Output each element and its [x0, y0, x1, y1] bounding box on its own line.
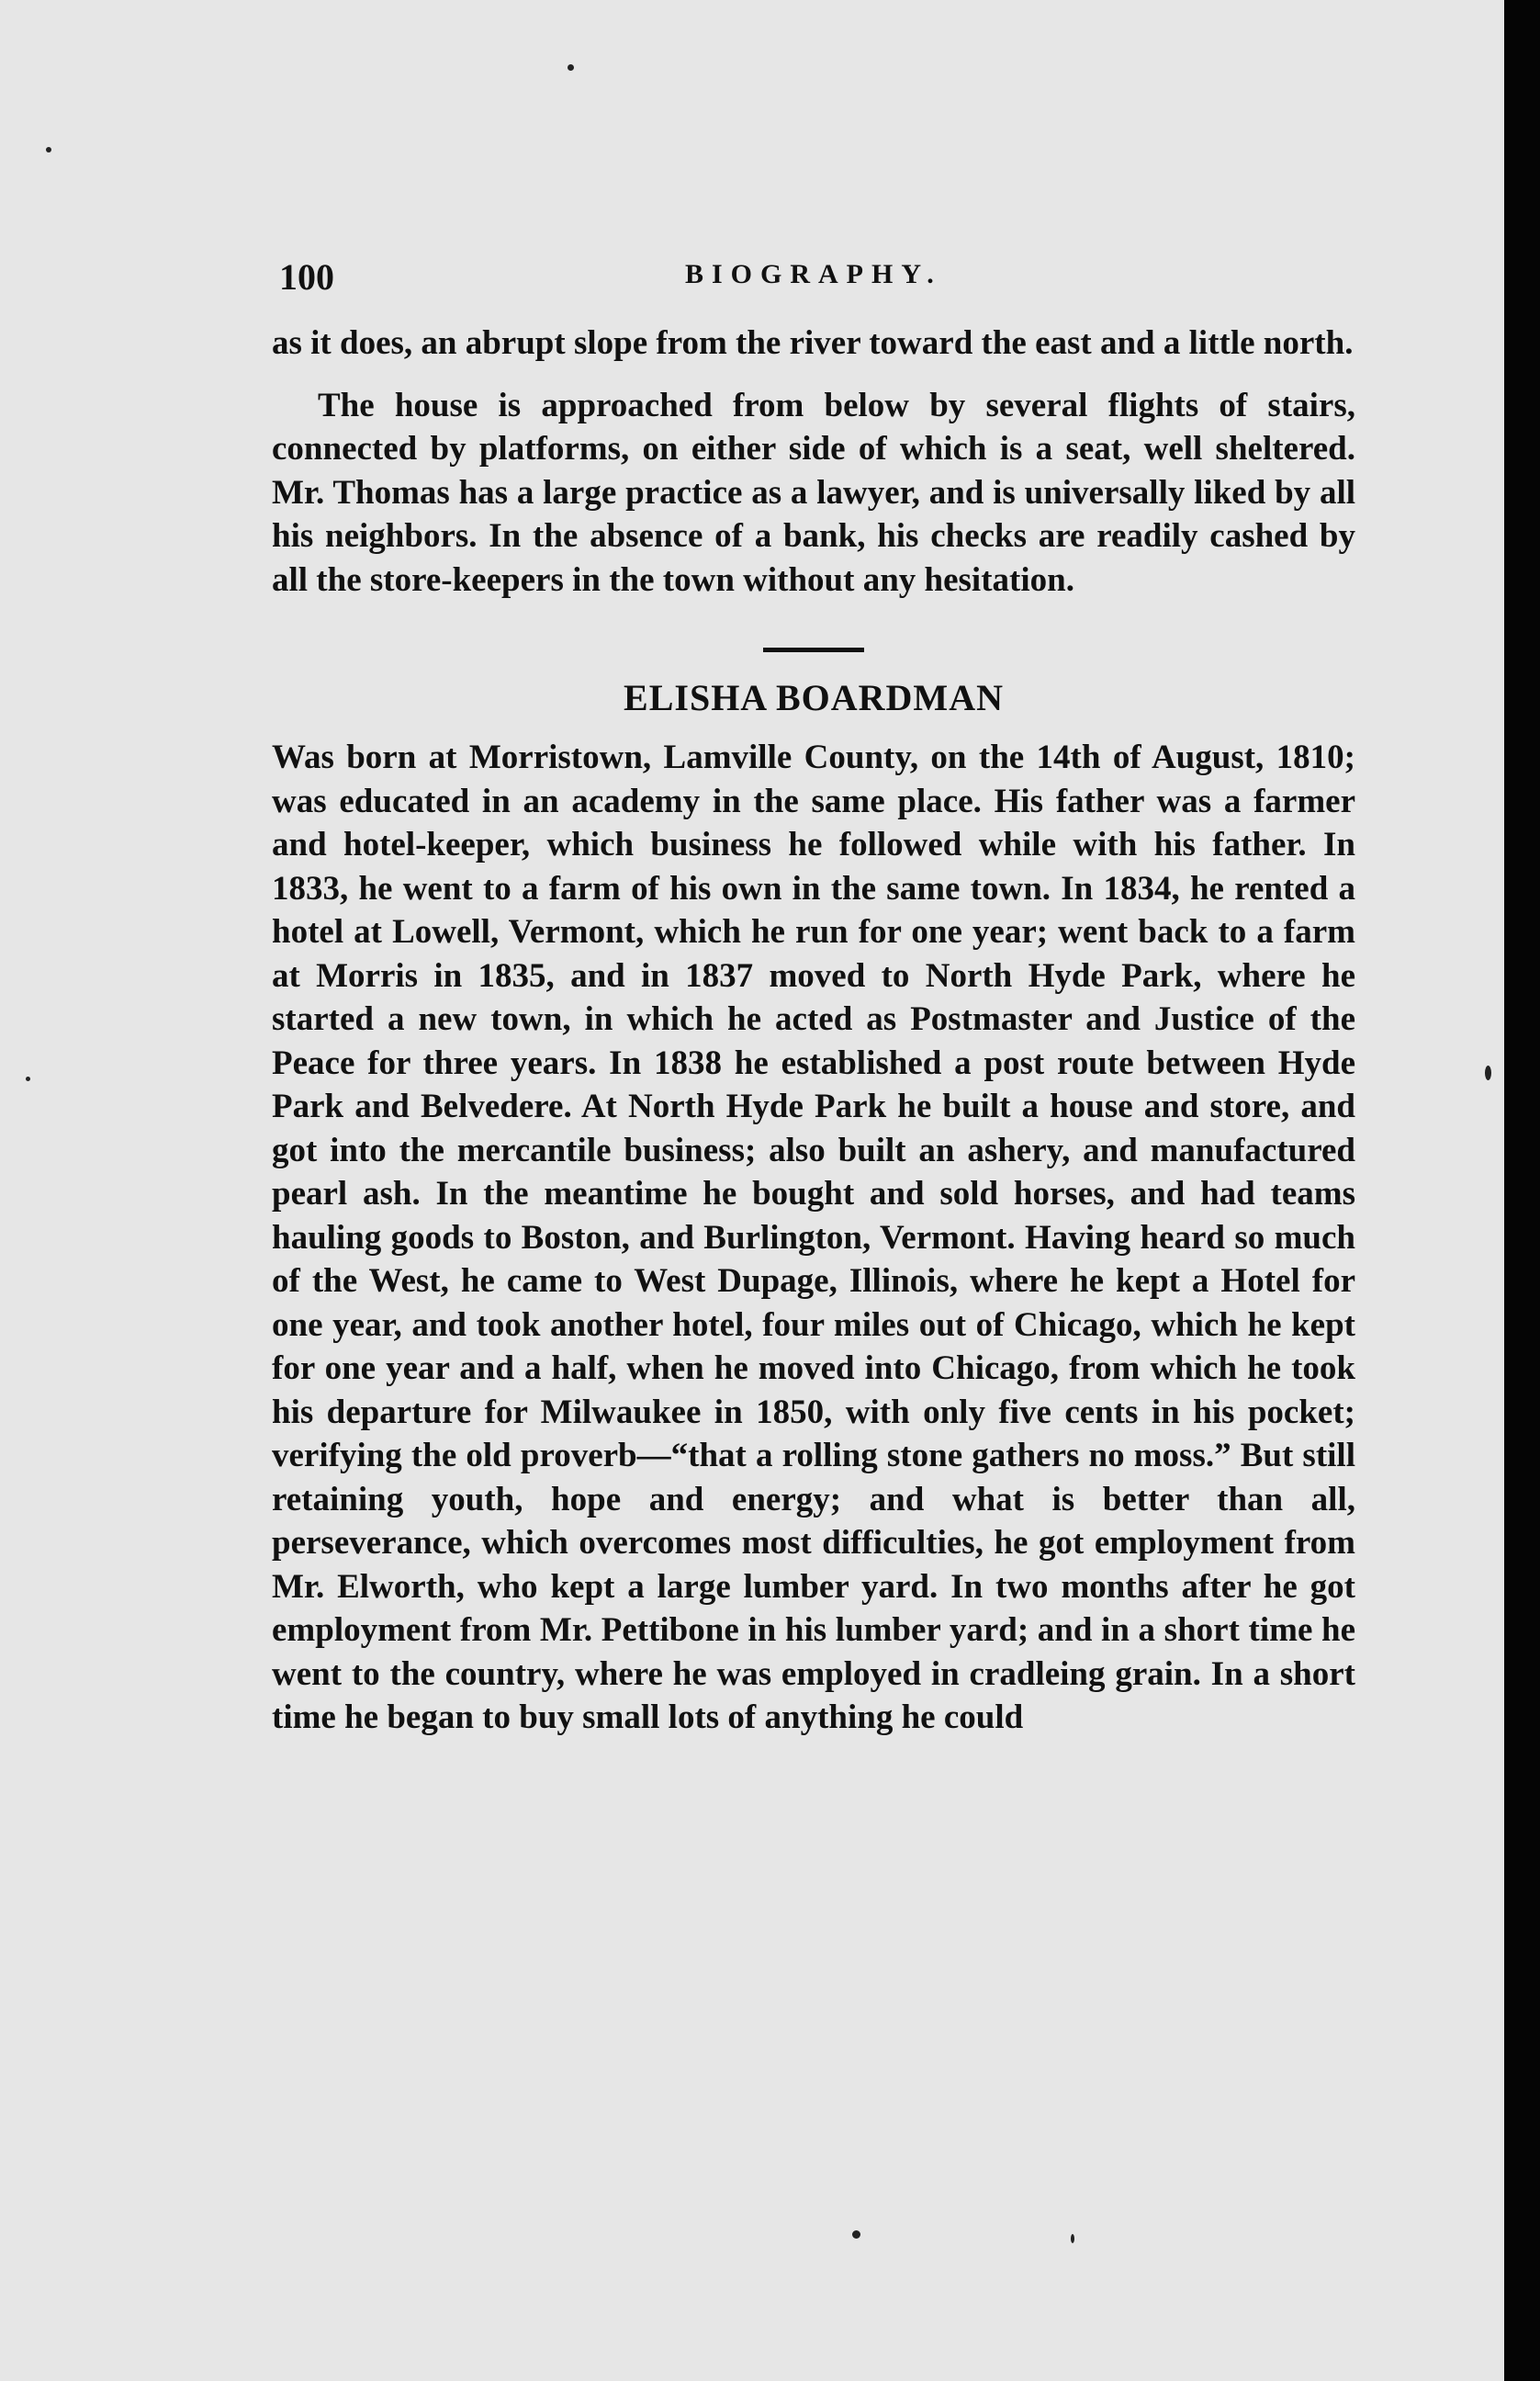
scan-speck — [1071, 2234, 1074, 2243]
paragraph-continuation: as it does, an abrupt slope from the river toward the east and a little north. — [272, 324, 1354, 362]
scan-speck — [26, 1077, 30, 1081]
page-header — [272, 248, 1355, 312]
scan-speck — [852, 2230, 860, 2239]
page-text-block — [272, 248, 1355, 1740]
section-divider — [763, 648, 864, 652]
scan-edge-strip — [1504, 0, 1540, 2381]
section-heading: ELISHA BOARDMAN — [624, 677, 1004, 718]
scan-speck — [46, 147, 51, 152]
paragraph-thomas-house: The house is approached from below by several flights of stairs, connected by platforms, on either side of which is a seat, well sheltered. Mr. Thomas has a large practice as a lawyer, and is universally liked by all his neighbors. In the absence of a bank, his checks are readily cashed by all the store-keepers in the town without any hesitation. — [272, 386, 1355, 599]
section-body-paragraph: Was born at Morristown, Lamville County, on the 14th of August, 1810; was educated in an academy in the same place. His father was a farmer and hotel-keeper, which business he followed while with his father. In 1833, he went to a farm of his own in the same town. In 1834, he rented a hotel at Lowell, Vermont, which he run for one year; went back to a farm at Morris in 1835, and in 1837 moved to North Hyde Park, where he started a new town, in which he acted as Postmaster and Justice of the Peace for three years. In 1838 he established a post route between Hyde Park and Belvedere. At North Hyde Park he built a house and store, and got into the mercantile business; also built an ashery, and manufactured pearl ash. In the meantime he bought and sold horses, and had teams hauling goods to Boston, and Burlington, Vermont. Having heard so much of the West, he came to West Dupage, Illinois, where he kept a Hotel for one year, and took another hotel, four miles out of Chicago, which he kept for one year and a half, when he moved into Chicago, from which he took his departure for Milwaukee in 1850, with only five cents in his pocket; verifying the old proverb—“that a rolling stone gathers no moss.” But still retaining youth, hope and energy; and what is better than all, perseverance, which overcomes most difficulties, he got employment from Mr. Elworth, who kept a large lumber yard. In two months after he got employment from Mr. Pettibone in his lumber yard; and in a short time he went to the country, where he was employed in cradleing grain. In a short time he began to buy small lots of anything he could — [272, 739, 1355, 1736]
page-number: 100 — [279, 256, 334, 298]
running-title: BIOGRAPHY. — [685, 259, 942, 289]
scan-speck — [1485, 1066, 1491, 1080]
scan-speck — [568, 64, 574, 71]
